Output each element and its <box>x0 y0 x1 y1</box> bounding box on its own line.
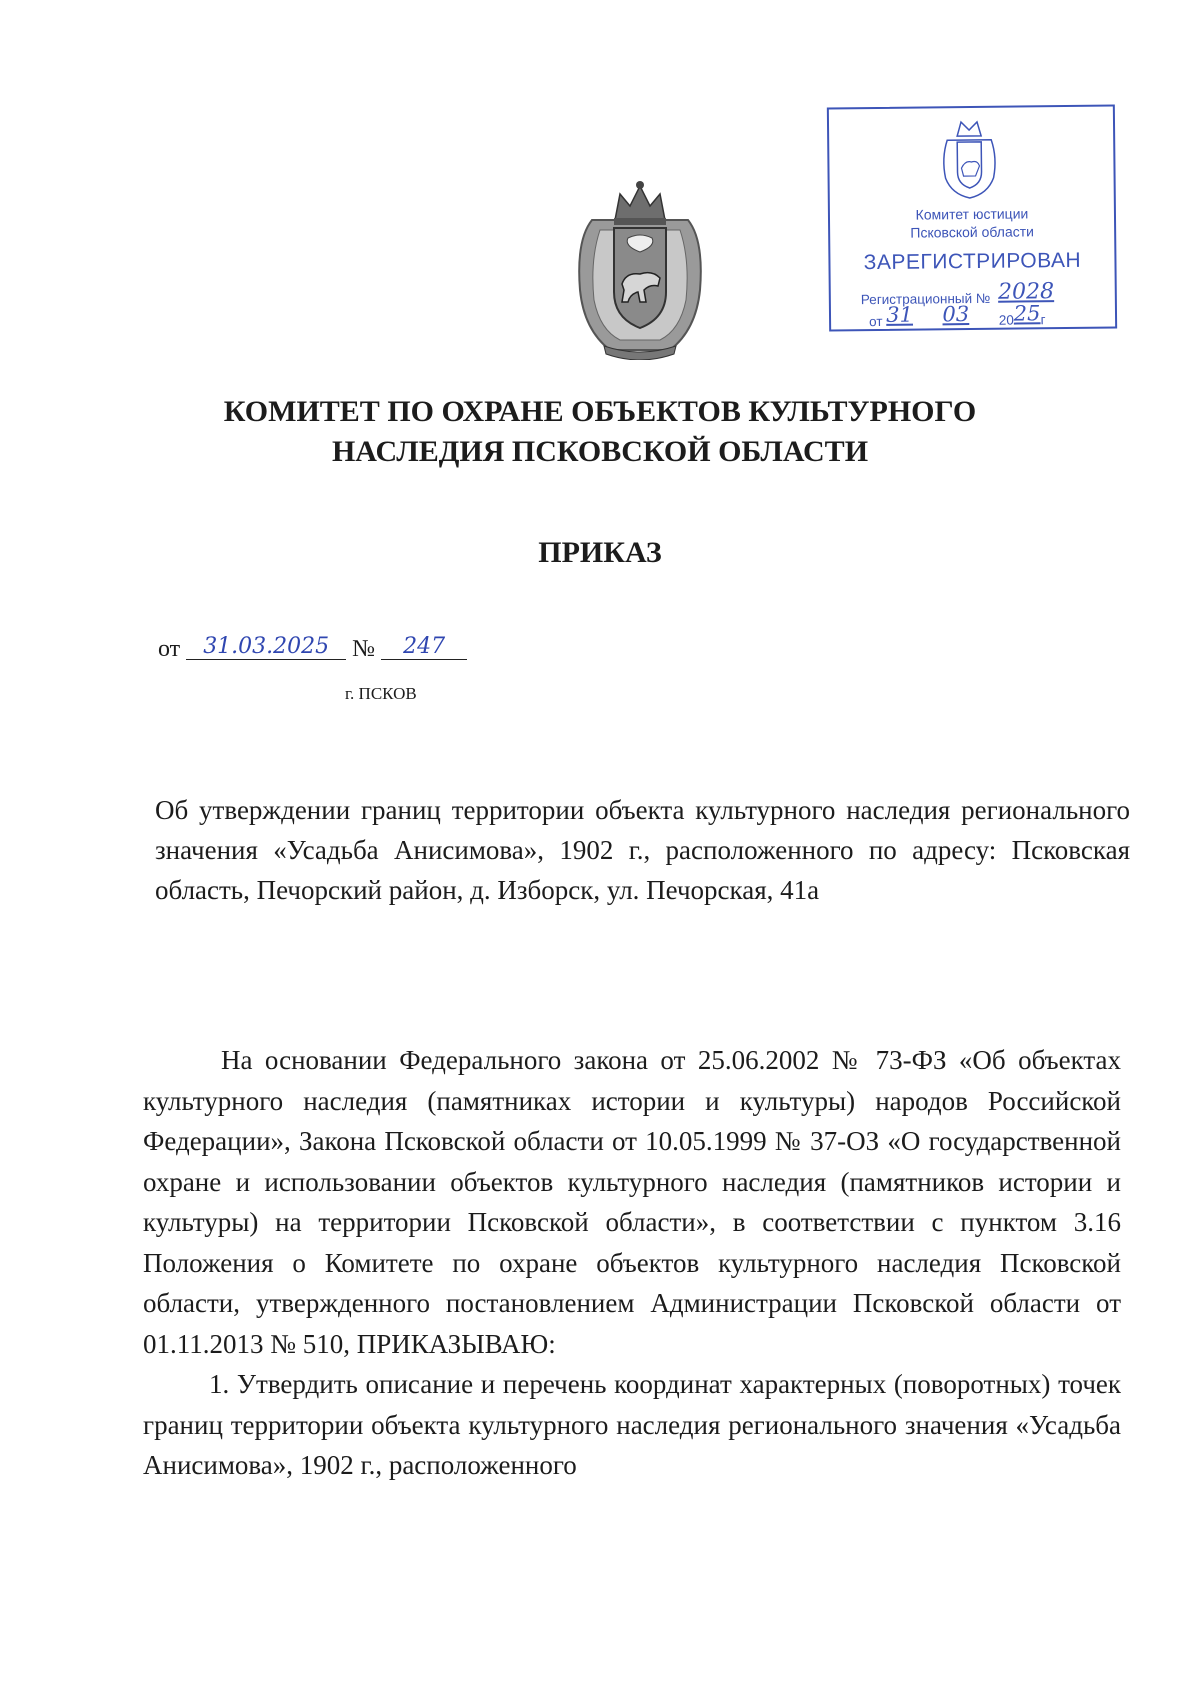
order-number-handwritten: 247 <box>381 634 467 660</box>
stamp-reg-label: Регистрационный № <box>860 290 991 308</box>
organization-title <box>150 392 1050 472</box>
stamp-date-label: от <box>869 313 883 330</box>
order-number-label: № <box>352 636 376 662</box>
stamp-emblem-icon <box>939 118 1000 201</box>
order-item-1: 1. Утвердить описание и перечень координат характерных (поворотных) точек границ территории объекта культурного наследия регионального значения «Усадьба Анисимова», 1902 г., расположенного <box>143 1369 1121 1480</box>
stamp-registration-date <box>869 301 1046 331</box>
stamp-date-day: 31 <box>886 302 914 327</box>
stamp-year-unit: г <box>1040 312 1046 328</box>
registration-stamp <box>827 104 1117 331</box>
order-date-label: от <box>158 636 181 662</box>
stamp-reg-number-handwritten: 2028 <box>997 279 1055 305</box>
stamp-year-suffix: 25 <box>1013 301 1041 326</box>
title-line2: НАСЛЕДИЯ ПСКОВСКОЙ ОБЛАСТИ <box>331 435 869 468</box>
stamp-date-month: 03 <box>942 302 970 327</box>
stamp-org-line1: Комитет юстиции <box>915 205 1029 223</box>
stamp-year-prefix: 20 <box>998 312 1014 328</box>
stamp-org-line2: Псковской области <box>910 223 1035 241</box>
order-body <box>143 1040 1121 1486</box>
order-preamble: На основании Федерального закона от 25.06.2002 № 73-ФЗ «Об объектах культурного наследия (памятниках истории и культуры) народов Российской Федерации», Закона Псковской области от 10.05.1999 № 37-ОЗ «О государственной охране и использовании объектов культурного наследия (памятников истории и культуры) на территории Псковской области», в соответствии с пунктом 3.16 Положения о Комитете по охране объектов культурного наследия Псковской области, утвержденного постановлением Администрации Псковской области от 01.11.2013 № 510, ПРИКАЗЫВАЮ: <box>143 1045 1121 1359</box>
order-date-handwritten: 31.03.2025 <box>186 634 346 660</box>
order-subject: Об утверждении границ территории объекта культурного наследия регионального значения «Усадьба Анисимова», 1902 г., расположенного по адресу: Псковская область, Печорский район, д. Изборск, ул. Печорская, 41а <box>155 795 1130 905</box>
document-type: ПРИКАЗ <box>538 536 662 569</box>
coat-of-arms-icon <box>570 180 710 360</box>
title-line1: КОМИТЕТ ПО ОХРАНЕ ОБЪЕКТОВ КУЛЬТУРНОГО <box>223 395 977 428</box>
order-city: г. ПСКОВ <box>345 684 417 703</box>
stamp-status: ЗАРЕГИСТРИРОВАН <box>863 248 1082 275</box>
order-date-number-line <box>158 636 467 663</box>
